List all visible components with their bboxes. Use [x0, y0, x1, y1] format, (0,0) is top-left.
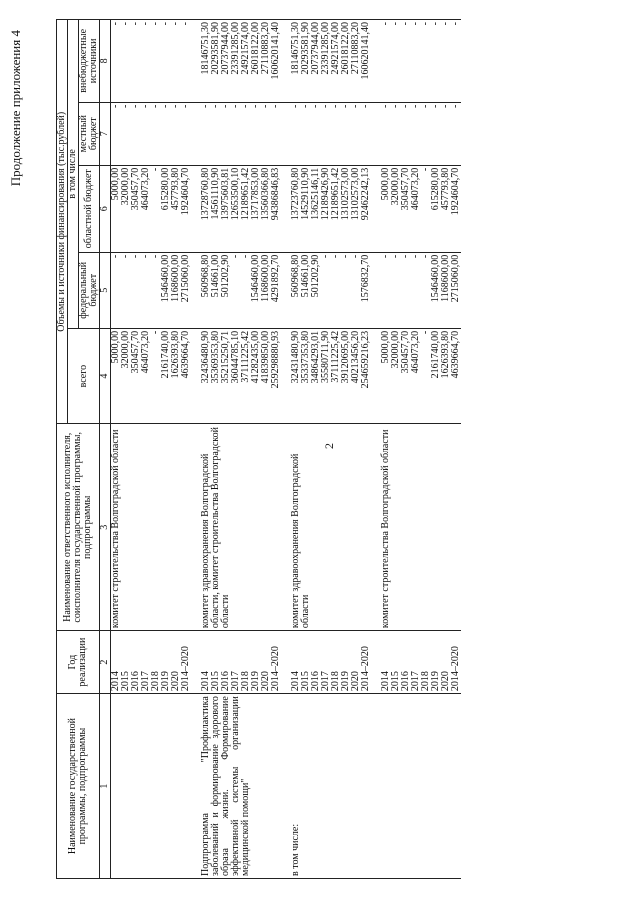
- years-cell: 2014 2015 2016 2017 2018 2019 2020 2014–2020: [201, 631, 281, 694]
- column-index: 1: [100, 694, 111, 879]
- page-number: 2: [322, 443, 336, 449]
- regional-values: 5000,00 32000,00 350457,70 464073,20 - 615280,00 457793,80 1924604,70: [381, 165, 461, 252]
- header-federal: федеральный бюджет: [79, 252, 100, 328]
- extra-values: 18146751,30 20293581,90 20737944,00 23391285,00 24921574,00 26018122,00 27110883,20 160620141,40: [291, 20, 371, 103]
- header-regional: областной бюджет: [79, 165, 100, 252]
- table-row: [381, 20, 461, 879]
- federal-values: - - - - - 1546460,00 1168600,00 2715060,00: [111, 252, 192, 328]
- extra-values: - - - - - - - -: [111, 20, 192, 103]
- header-volumes: Объемы и источники финансирования (тыс.рублей): [57, 20, 68, 425]
- header-local: местный бюджет: [79, 102, 100, 165]
- column-index: 4: [100, 328, 111, 424]
- table-row: [201, 20, 281, 879]
- federal-values: - - - - - 1546460,00 1168600,00 2715060,00: [381, 252, 461, 328]
- regional-values: 5000,00 32000,00 350457,70 464073,20 - 615280,00 457793,80 1924604,70: [111, 165, 192, 252]
- column-index: 5: [100, 252, 111, 328]
- header-extra: внебюджетные источники: [79, 20, 100, 103]
- program-name: в том числе:: [291, 694, 371, 879]
- column-index: 3: [100, 424, 111, 631]
- federal-values: 560968,80 514661,00 501202,90 - - - - 1576832,70: [291, 252, 371, 328]
- responsible-executor: комитет здравоохранения Волгоградской области: [291, 424, 371, 631]
- column-index: 8: [100, 20, 111, 103]
- column-index: 6: [100, 165, 111, 252]
- total-values: 32431480,90 35337353,80 34864293,01 35580711,90 37111225,42 39120695,00 40213456,20 254659216,23: [291, 328, 371, 424]
- program-name: [381, 694, 461, 879]
- table-row: [111, 20, 192, 879]
- local-values: - - - - - - - -: [111, 102, 192, 165]
- total-values: 5000,00 32000,00 350457,70 464073,20 - 2161740,00 1626393,80 4639664,70: [111, 328, 192, 424]
- responsible-executor: комитет здравоохранения Волгоградской области, комитет строительства Волгоградской области: [201, 424, 281, 631]
- header-executor: Наименование ответственного исполнителя, соисполнителя государственной программы, подпрограммы: [57, 424, 100, 631]
- program-name: Подпрограмма "Профилактика заболеваний и формирование здорового образа жизни. Формирование эффективной системы организации медицинской помощи": [201, 694, 281, 879]
- responsible-executor: комитет строительства Волгоградской области: [111, 424, 192, 631]
- years-cell: 2014 2015 2016 2017 2018 2019 2020 2014–2020: [291, 631, 371, 694]
- appendix-caption: Продолжение приложения 4: [8, 30, 23, 187]
- header-including: в том числе: [68, 20, 79, 329]
- local-values: - - - - - - - -: [381, 102, 461, 165]
- table-row: [291, 20, 371, 879]
- local-values: - - - - - - - -: [291, 102, 371, 165]
- extra-values: - - - - - - - -: [381, 20, 461, 103]
- program-name: [111, 694, 192, 879]
- federal-values: 560968,80 514661,00 501202,90 - - 1546460,00 1168600,00 4291892,70: [201, 252, 281, 328]
- regional-values: 13728760,80 14561110,90 13975603,81 12653500,10 12189651,42 13717853,00 13560366,80 94386846,83: [201, 165, 281, 252]
- header-year: Год реализации: [57, 631, 100, 694]
- local-values: - - - - - - - -: [201, 102, 281, 165]
- years-cell: 2014 2015 2016 2017 2018 2019 2020 2014–2020: [381, 631, 461, 694]
- header-total: всего: [68, 328, 100, 424]
- header-program-name: Наименование государственной программы, подпрограммы: [57, 694, 100, 879]
- responsible-executor: комитет строительства Волгоградской области: [381, 424, 461, 631]
- extra-values: 18146751,30 20293581,90 20737944,00 23391285,00 24921574,00 26018122,00 27110883,20 160620141,40: [201, 20, 281, 103]
- financing-table: [56, 19, 461, 879]
- regional-values: 13723760,80 14529110,90 13625146,11 12189426,90 12189651,42 13102573,00 13102573,00 92462242,13: [291, 165, 371, 252]
- total-values: 32436480,90 35369353,80 35215250,71 36044785,10 37111225,42 41282435,00 41839850,00 259298880,93: [201, 328, 281, 424]
- column-index: 2: [100, 631, 111, 694]
- column-index: 7: [100, 102, 111, 165]
- total-values: 5000,00 32000,00 350457,70 464073,20 - 2161740,00 1626393,80 4639664,70: [381, 328, 461, 424]
- years-cell: 2014 2015 2016 2017 2018 2019 2020 2014–2020: [111, 631, 192, 694]
